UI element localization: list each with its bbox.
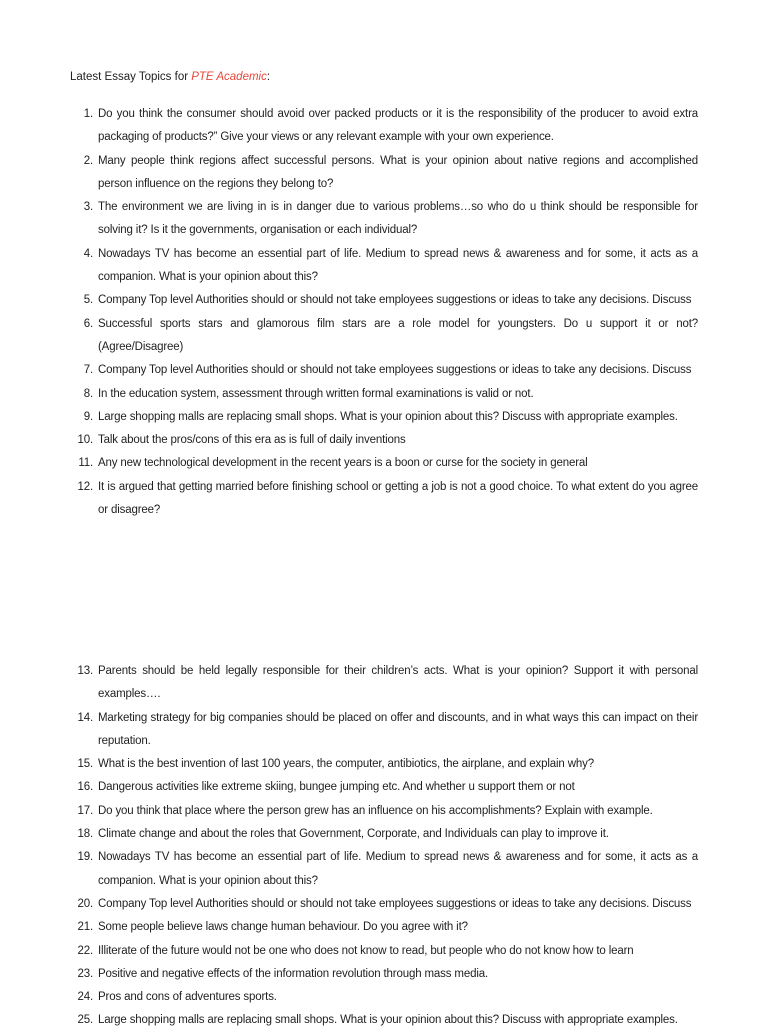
list-item: [70, 383, 698, 406]
list-item-number: 15 .: [70, 753, 93, 776]
list-item: [70, 823, 698, 846]
heading-accent-link: PTE Academic: [191, 71, 267, 83]
list-item: [70, 707, 698, 754]
list-item-number: 9 .: [70, 406, 93, 429]
list-item-text: Company Top level Authorities should or should not take employees suggestions or ideas to take any decisions. Discuss: [98, 897, 692, 910]
list-item-number: 16 .: [70, 776, 93, 799]
essay-topics-list-part1: [70, 103, 698, 522]
list-item-text: Positive and negative effects of the information revolution through mass media.: [98, 967, 489, 980]
list-item: [70, 289, 698, 312]
list-item: [70, 986, 698, 1009]
list-item-number: 22 .: [70, 940, 93, 963]
list-item-number: 13 .: [70, 660, 93, 683]
list-item-number: 3 .: [70, 196, 93, 219]
list-item: [70, 753, 698, 776]
heading-prefix: Latest Essay Topics for: [70, 71, 192, 83]
list-item-text: It is argued that getting married before finishing school or getting a job is not a good choice. To what extent do you agree or disagree?: [98, 480, 698, 517]
list-item-number: 18 .: [70, 823, 93, 846]
list-item-text: Marketing strategy for big companies should be placed on offer and discounts, and in what ways this can impact on their reputation.: [98, 711, 698, 747]
list-item: [70, 846, 698, 893]
list-item: [70, 406, 698, 429]
list-item-text: In the education system, assessment through written formal examinations is valid or not.: [98, 387, 534, 400]
list-item-text: Nowadays TV has become an essential part of life. Medium to spread news & awareness and for some, it acts as a companion. What is your opinion about this?: [98, 247, 698, 284]
list-item-text: Do you think that place where the person grew has an influence on his accomplishments? Explain with example.: [98, 804, 653, 817]
list-item: [70, 359, 698, 382]
list-item-text: Illiterate of the future would not be one who does not know to read, but people who do not know how to learn: [98, 944, 634, 957]
list-item-text: Many people think regions affect successful persons. What is your opinion about native regions and accomplished person influence on the regions they belong to?: [98, 154, 698, 190]
list-item: [70, 800, 698, 823]
list-item: [70, 660, 698, 707]
list-item-number: 25 .: [70, 1009, 93, 1032]
list-item-number: 23 .: [70, 963, 93, 986]
list-item-text: Company Top level Authorities should or should not take employees suggestions or ideas to take any decisions. Discuss: [98, 364, 692, 377]
list-item-number: 7 .: [70, 359, 93, 382]
list-item-number: 21 .: [70, 916, 93, 939]
list-item: [70, 313, 698, 360]
list-item-text: Large shopping malls are replacing small shops. What is your opinion about this? Discuss with appropriate examples.: [98, 410, 678, 423]
list-item-number: 1 .: [70, 103, 93, 126]
list-item: [70, 452, 698, 475]
list-item: [70, 916, 698, 939]
list-item-text: Parents should be held legally responsible for their children’s acts. What is your opinion? Support it with personal examples….: [98, 665, 698, 701]
list-item: [70, 893, 698, 916]
list-item-number: 10 .: [70, 429, 93, 452]
list-item-number: 12 .: [70, 476, 93, 499]
list-item: [70, 150, 698, 197]
list-item: [70, 243, 698, 290]
list-item-number: 2 .: [70, 150, 93, 173]
list-item-text: Talk about the pros/cons of this era as is full of daily inventions: [98, 434, 406, 447]
list-item-number: 6 .: [70, 313, 93, 336]
list-item-number: 19 .: [70, 846, 93, 869]
list-item: [70, 776, 698, 799]
list-item: [70, 1009, 698, 1032]
list-item: [70, 476, 698, 523]
list-item-text: Any new technological development in the recent years is a boon or curse for the society in general: [98, 457, 588, 470]
list-item-text: Successful sports stars and glamorous film stars are a role model for youngsters. Do u support it or not? (Agree/Disagree): [98, 317, 698, 353]
list-item-text: Pros and cons of adventures sports.: [98, 991, 277, 1004]
list-item-text: Large shopping malls are replacing small shops. What is your opinion about this? Discuss with appropriate examples.: [98, 1014, 678, 1027]
heading-suffix: :: [266, 71, 271, 83]
list-item-number: 5 .: [70, 289, 93, 312]
list-item: [70, 103, 698, 150]
list-item-text: Do you think the consumer should avoid over packed products or it is the responsibility of the producer to avoid extra packaging of products?” Give your views or any relevant example with your own experience.: [98, 108, 698, 144]
list-item-number: 24 .: [70, 986, 93, 1009]
list-item-number: 14 .: [70, 707, 93, 730]
list-item-text: Dangerous activities like extreme skiing, bungee jumping etc. And whether u support them or not: [98, 781, 575, 794]
list-item-text: Nowadays TV has become an essential part of life. Medium to spread news & awareness and for some, it acts as a companion. What is your opinion about this?: [98, 851, 698, 887]
list-item-text: Climate change and about the roles that Government, Corporate, and Individuals can play to improve it.: [98, 828, 609, 841]
page-heading: [70, 69, 270, 85]
list-item-text: Some people believe laws change human behaviour. Do you agree with it?: [98, 921, 468, 934]
list-item-number: 4 .: [70, 243, 93, 266]
essay-topics-list-part2: [70, 660, 698, 1033]
list-item-text: What is the best invention of last 100 years, the computer, antibiotics, the airplane, and explain why?: [98, 758, 594, 771]
list-item: [70, 963, 698, 986]
list-item-number: 20 .: [70, 893, 93, 916]
list-item-text: The environment we are living in is in danger due to various problems…so who do u think should be responsible for solving it? Is it the governments, organisation or each individual?: [98, 201, 698, 237]
list-item: [70, 196, 698, 243]
list-item: [70, 429, 698, 452]
list-item-number: 11 .: [70, 452, 93, 475]
list-item-text: Company Top level Authorities should or should not take employees suggestions or ideas to take any decisions. Discuss: [98, 294, 692, 307]
list-item: [70, 940, 698, 963]
list-item-number: 17 .: [70, 800, 93, 823]
list-item-number: 8 .: [70, 383, 93, 406]
